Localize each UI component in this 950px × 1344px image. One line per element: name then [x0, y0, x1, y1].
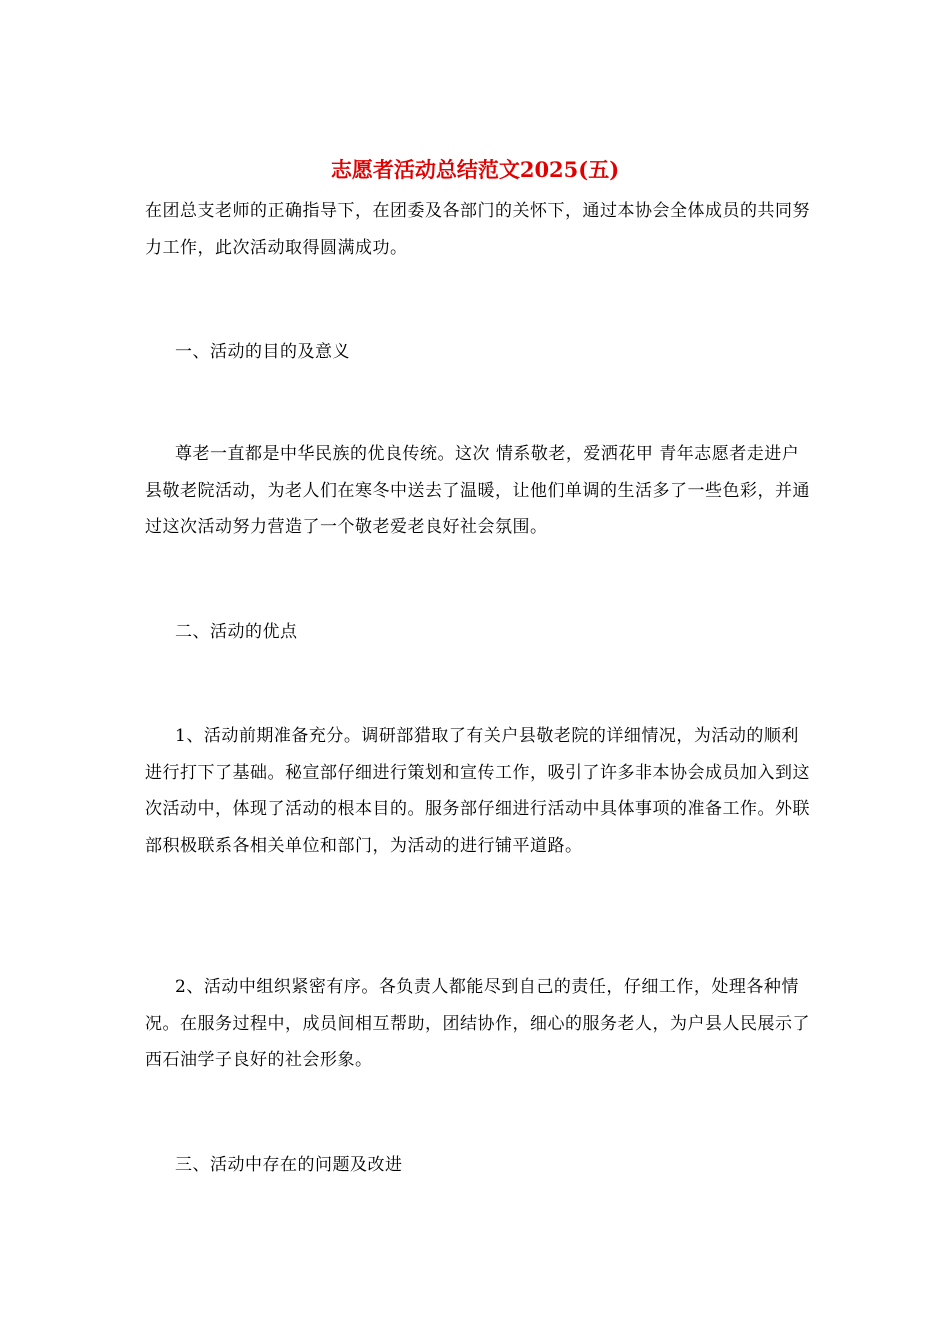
- section2-point2: 2、活动中组织紧密有序。各负责人都能尽到自己的责任，仔细工作，处理各种情况。在服务过程中，成员间相互帮助，团结协作，细心的服务老人，为户县人民展示了西石油学子良好的社会形象。: [145, 977, 810, 1070]
- document-title: 志愿者活动总结范文2025(五): [330, 157, 620, 182]
- section1-heading: 一、活动的目的及意义: [175, 342, 350, 362]
- section2-point1: 1、活动前期准备充分。调研部猎取了有关户县敬老院的详细情况，为活动的顺利进行打下了基础。秘宣部仔细进行策划和宣传工作，吸引了许多非本协会成员加入到这次活动中，体现了活动的根本目的。服务部仔细进行活动中具体事项的准备工作。外联部积极联系各相关单位和部门，为活动的进行铺平道路。: [145, 726, 810, 856]
- intro-paragraph: 在团总支老师的正确指导下，在团委及各部门的关怀下，通过本协会全体成员的共同努力工作，此次活动取得圆满成功。: [145, 201, 810, 258]
- section1-body: 尊老一直都是中华民族的优良传统。这次 情系敬老，爱洒花甲 青年志愿者走进户县敬老院活动，为老人们在寒冬中送去了温暖，让他们单调的生活多了一些色彩，并通过这次活动努力营造了一个敬老爱老良好社会氛围。: [145, 444, 810, 537]
- section3-heading: 三、活动中存在的问题及改进: [175, 1155, 403, 1175]
- section2-heading: 二、活动的优点: [175, 622, 298, 642]
